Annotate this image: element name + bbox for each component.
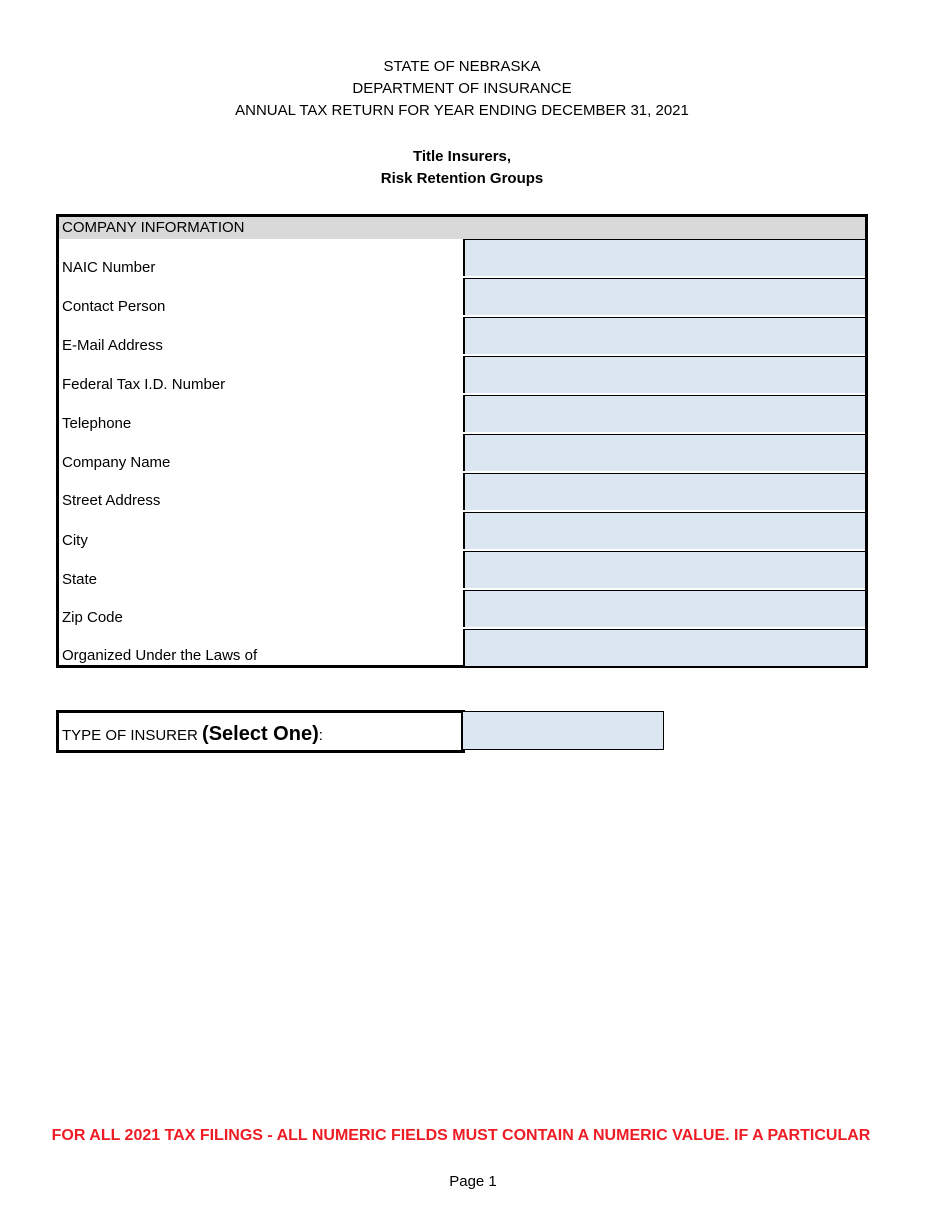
zip-code-label: Zip Code xyxy=(62,609,123,626)
contact-person-label: Contact Person xyxy=(62,298,166,315)
insurer-type-label-prefix: TYPE OF INSURER xyxy=(62,727,203,744)
city-label: City xyxy=(62,532,88,549)
insurer-type-label-suffix: : xyxy=(318,727,323,744)
federal-tax-id-label: Federal Tax I.D. Number xyxy=(62,376,226,393)
street-address-label: Street Address xyxy=(62,492,161,509)
organized-under-laws-field[interactable] xyxy=(463,629,865,666)
numeric-fields-warning: FOR ALL 2021 TAX FILINGS - ALL NUMERIC FIELDS MUST CONTAIN A NUMERIC VALUE. IF A PARTICULAR xyxy=(51,1127,871,1144)
subtitle-line-2: Risk Retention Groups xyxy=(380,170,544,187)
city-field[interactable] xyxy=(463,512,865,549)
subtitle-line-1: Title Insurers, xyxy=(412,148,512,165)
state-field[interactable] xyxy=(463,551,865,588)
naic-number-label: NAIC Number xyxy=(62,259,156,276)
zip-code-field[interactable] xyxy=(463,590,865,627)
insurer-type-label xyxy=(62,723,323,747)
page-number: Page 1 xyxy=(449,1173,497,1190)
organized-under-laws-label: Organized Under the Laws of xyxy=(62,647,258,664)
email-address-field[interactable] xyxy=(463,317,865,354)
insurer-type-label-emphasis: (Select One) xyxy=(202,723,319,745)
form-subtitle xyxy=(0,146,924,190)
email-address-label: E-Mail Address xyxy=(62,337,163,354)
telephone-field[interactable] xyxy=(463,395,865,432)
federal-tax-id-field[interactable] xyxy=(463,356,865,393)
company-information-header: COMPANY INFORMATION xyxy=(59,217,865,239)
telephone-label: Telephone xyxy=(62,415,132,432)
insurer-type-select[interactable] xyxy=(461,711,664,750)
state-title: STATE OF NEBRASKA xyxy=(383,58,541,75)
state-label: State xyxy=(62,571,98,588)
company-information-table xyxy=(56,214,868,668)
company-name-field[interactable] xyxy=(463,434,865,471)
department-title: DEPARTMENT OF INSURANCE xyxy=(352,80,572,97)
contact-person-field[interactable] xyxy=(463,278,865,315)
company-name-label: Company Name xyxy=(62,454,171,471)
naic-number-field[interactable] xyxy=(463,239,865,276)
return-title: ANNUAL TAX RETURN FOR YEAR ENDING DECEMBER 31, 2021 xyxy=(235,102,689,119)
insurer-type-box xyxy=(56,710,465,753)
street-address-field[interactable] xyxy=(463,473,865,510)
form-header xyxy=(0,56,924,122)
